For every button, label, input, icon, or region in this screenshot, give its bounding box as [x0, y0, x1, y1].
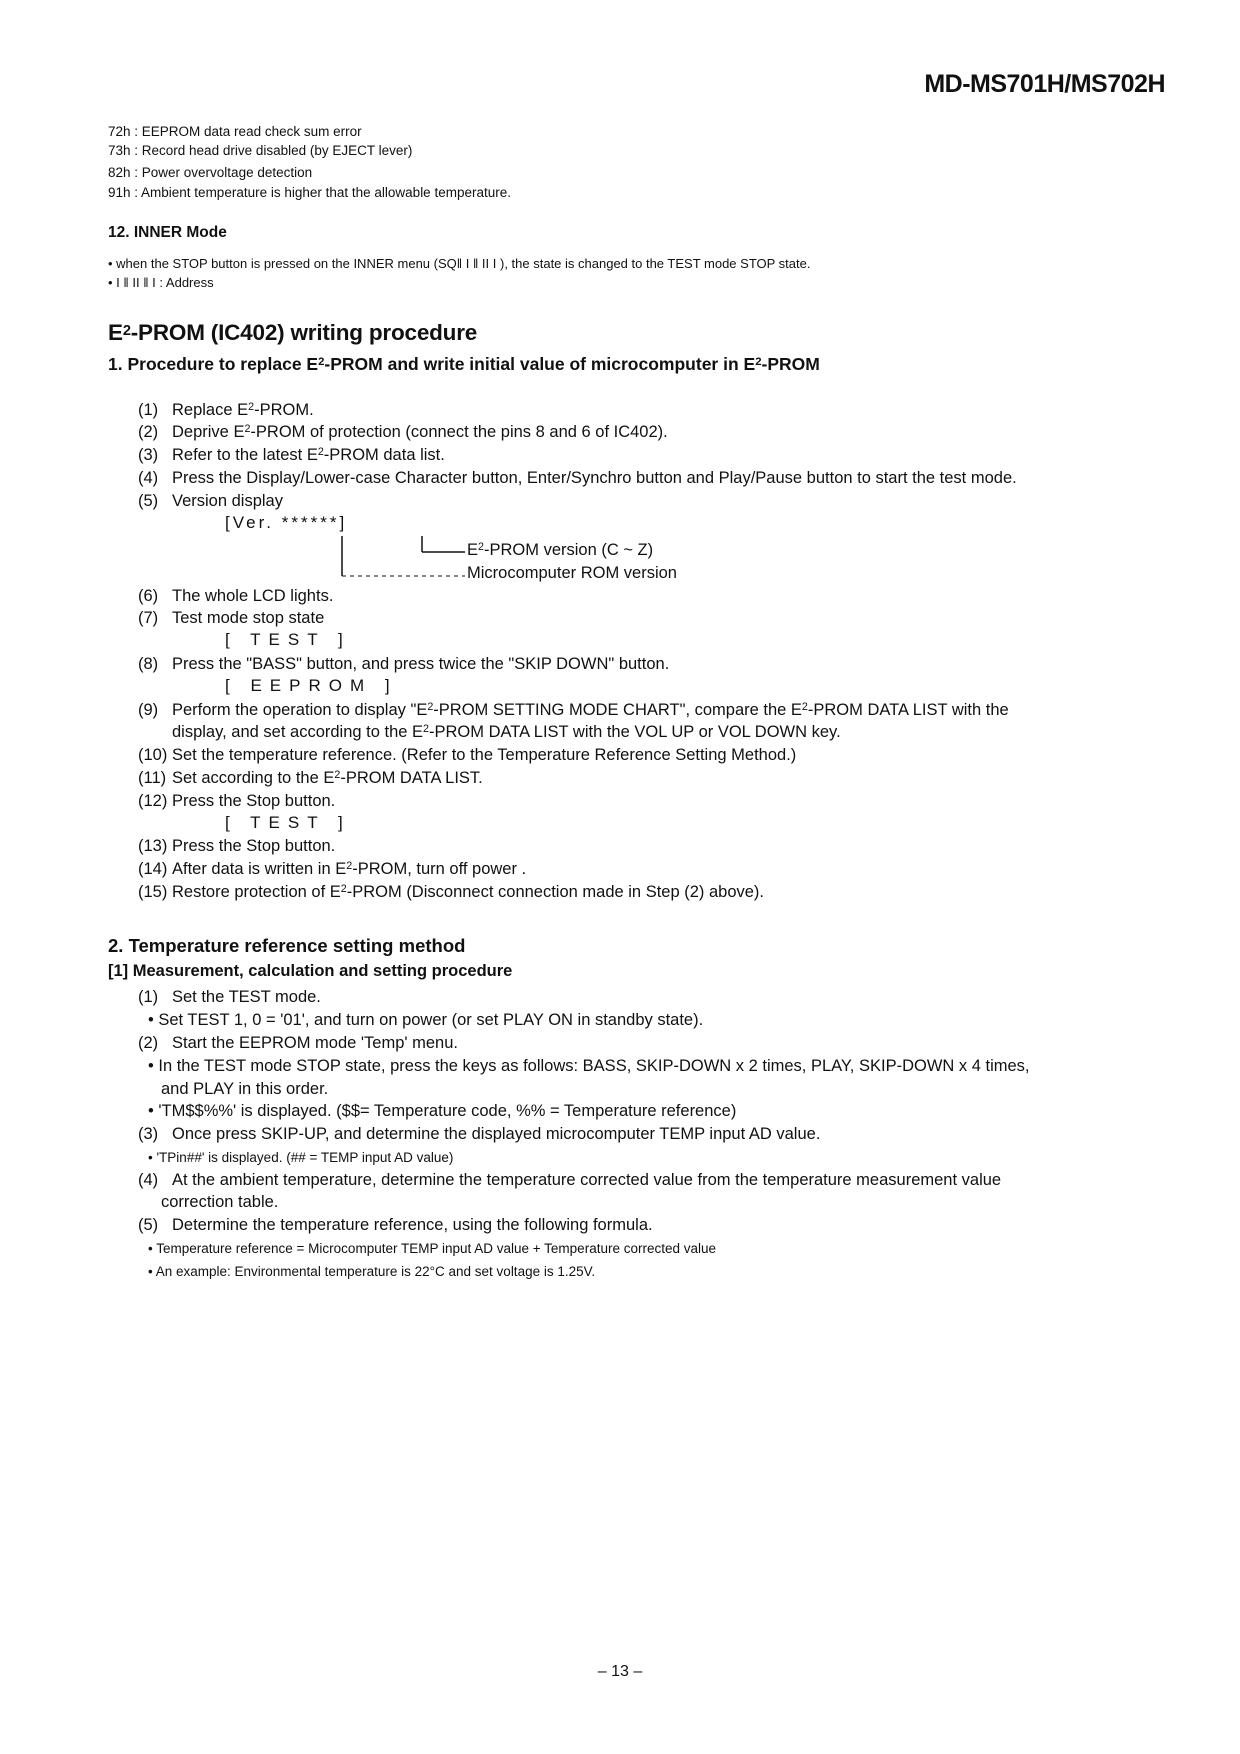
microcomputer-rom-version-label: Microcomputer ROM version: [467, 564, 677, 582]
temp-step-5: (5) Determine the temperature reference, using the following formula.: [138, 1216, 653, 1234]
step-11: (11) Set according to the $E^2$-PROM DATA LIST.: [138, 769, 483, 787]
temp-step-2: (2) Start the EEPROM mode 'Temp' menu.: [138, 1034, 458, 1052]
step-7: (7) Test mode stop state: [138, 609, 325, 627]
step-15: (15) Restore protection of $E^2$-PROM (Disconnect connection made in Step (2) above).: [138, 883, 765, 901]
temp-step-4-cont: correction table.: [161, 1193, 279, 1211]
version-diagram-lines: [330, 532, 470, 582]
section1-heading: 1. Procedure to replace $E^2$-PROM and write initial value of microcomputer in $E^2$-PROM: [108, 354, 820, 374]
eeprom-display: [ EEPROM ]: [225, 676, 398, 695]
temp-step-2-display: • 'TM$$%%' is displayed. ($$= Temperature code, %% = Temperature reference): [148, 1102, 737, 1120]
step-1: (1) Replace $E^2$-PROM.: [138, 401, 314, 419]
temp-step-3: (3) Once press SKIP-UP, and determine the displayed microcomputer TEMP input AD value.: [138, 1125, 821, 1143]
temp-step-4: (4) At the ambient temperature, determine the temperature corrected value from the temperature measurement value: [138, 1171, 1002, 1189]
temp-step-1: (1) Set the TEST mode.: [138, 988, 321, 1006]
step-13: (13) Press the Stop button.: [138, 837, 336, 855]
inner-mode-note: • when the STOP button is pressed on the INNER menu (SQ‖ I ‖ II I ), the state is changed to the TEST mode STOP state.: [108, 256, 811, 271]
page-number: – 13 –: [597, 1663, 643, 1680]
e2prom-title: $E^2$-PROM (IC402) writing procedure: [108, 320, 478, 345]
temp-step-2-detail: • In the TEST mode STOP state, press the keys as follows: BASS, SKIP-DOWN x 2 times, PLAY, SKIP-DOWN x 4 times,: [148, 1057, 1030, 1075]
inner-mode-address: • I ‖ II ‖ I : Address: [108, 275, 214, 290]
measurement-procedure-heading: [1] Measurement, calculation and setting procedure: [108, 962, 513, 980]
temp-formula: • Temperature reference = Microcomputer TEMP input AD value + Temperature corrected value: [148, 1241, 717, 1256]
error-code-91h: 91h : Ambient temperature is higher that the allowable temperature.: [108, 185, 511, 200]
step-3: (3) Refer to the latest $E^2$-PROM data list.: [138, 446, 445, 464]
test-display: [ TEST ]: [225, 630, 351, 649]
step-4: (4) Press the Display/Lower-case Character button, Enter/Synchro button and Play/Pause button to start the test mode.: [138, 469, 1017, 487]
temp-example: • An example: Environmental temperature is 22°C and set voltage is 1.25V.: [148, 1264, 596, 1279]
temp-step-1-detail: • Set TEST 1, 0 = '01', and turn on power (or set PLAY ON in standby state).: [148, 1011, 704, 1029]
temperature-section-heading: 2. Temperature reference setting method: [108, 935, 466, 956]
version-display: [Ver. ******]: [225, 513, 348, 532]
step-10: (10) Set the temperature reference. (Refer to the Temperature Reference Setting Method.): [138, 746, 797, 764]
error-code-73h: 73h : Record head drive disabled (by EJECT lever): [108, 143, 413, 158]
step-12: (12) Press the Stop button.: [138, 792, 336, 810]
test-display-2: [ TEST ]: [225, 813, 351, 832]
temp-step-2-detail-cont: and PLAY in this order.: [161, 1080, 329, 1098]
error-code-72h: 72h : EEPROM data read check sum error: [108, 124, 362, 139]
step-2: (2) Deprive $E^2$-PROM of protection (connect the pins 8 and 6 of IC402).: [138, 423, 668, 441]
temp-step-3-display: • 'TPin##' is displayed. (## = TEMP input AD value): [148, 1150, 454, 1165]
error-code-82h: 82h : Power overvoltage detection: [108, 165, 313, 180]
step-14: (14) After data is written in $E^2$-PROM, turn off power .: [138, 860, 527, 878]
step-5: (5) Version display: [138, 492, 283, 510]
step-9: (9) Perform the operation to display "$E^2$-PROM SETTING MODE CHART", compare the $E^2$-PROM DATA LIST with the: [138, 701, 1009, 719]
e2prom-version-label: $E^2$-PROM version (C ~ Z): [467, 541, 654, 559]
model-number: MD-MS701H/MS702H: [924, 70, 1165, 98]
step-8: (8) Press the "BASS" button, and press twice the "SKIP DOWN" button.: [138, 655, 670, 673]
step-6: (6) The whole LCD lights.: [138, 587, 334, 605]
inner-mode-heading: 12. INNER Mode: [108, 224, 227, 241]
step-9-continued: display, and set according to the $E^2$-PROM DATA LIST with the VOL UP or VOL DOWN key.: [172, 723, 841, 741]
